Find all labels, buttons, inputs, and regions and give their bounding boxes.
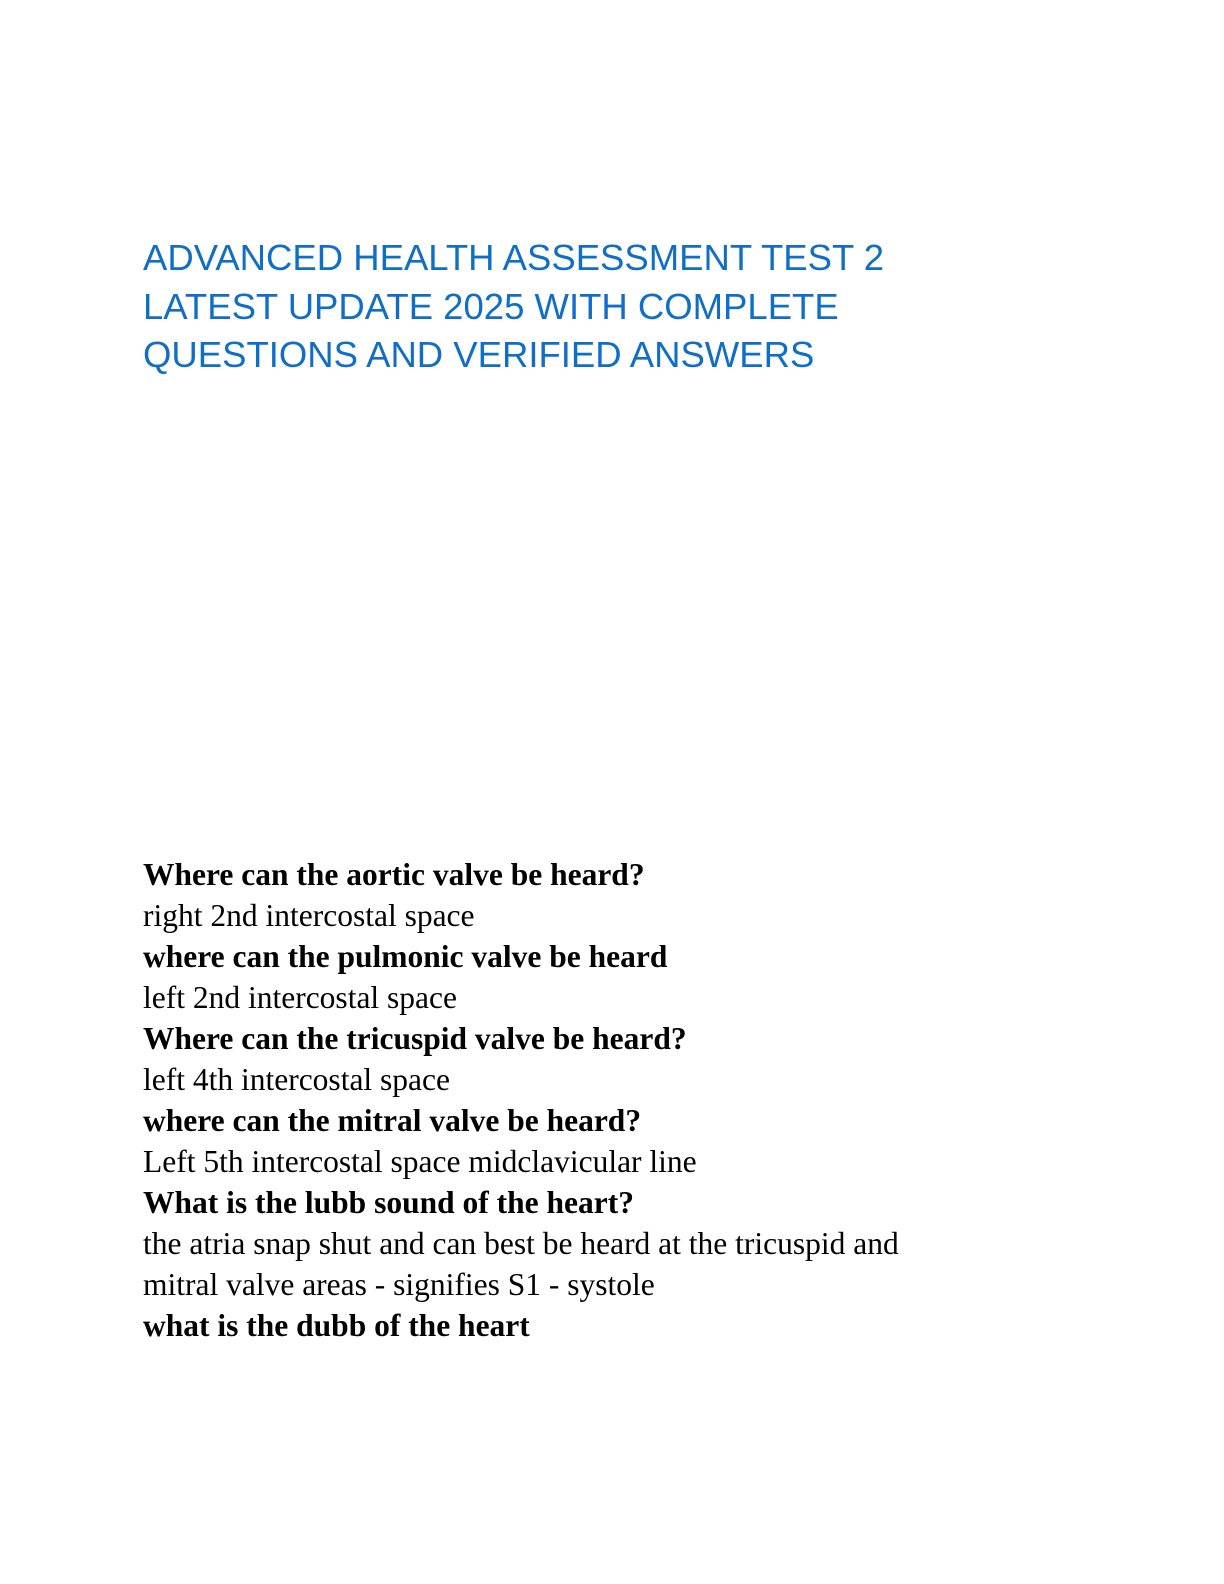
question-dubb-sound: what is the dubb of the heart — [143, 1308, 530, 1343]
title-line-2: LATEST UPDATE 2025 WITH COMPLETE — [143, 285, 839, 327]
answer-aortic-valve: right 2nd intercostal space — [143, 898, 475, 933]
question-pulmonic-valve: where can the pulmonic valve be heard — [143, 939, 668, 974]
question-mitral-valve: where can the mitral valve be heard? — [143, 1103, 642, 1138]
document-title — [143, 234, 1103, 380]
answer-tricuspid-valve: left 4th intercostal space — [143, 1062, 451, 1097]
question-aortic-valve: Where can the aortic valve be heard? — [143, 857, 645, 892]
question-lubb-sound: What is the lubb sound of the heart? — [143, 1185, 634, 1220]
answer-lubb-sound-line-2: mitral valve areas - signifies S1 - systole — [143, 1267, 655, 1302]
question-tricuspid-valve: Where can the tricuspid valve be heard? — [143, 1021, 687, 1056]
answer-pulmonic-valve: left 2nd intercostal space — [143, 980, 458, 1015]
answer-mitral-valve: Left 5th intercostal space midclavicular line — [143, 1144, 697, 1179]
qa-list — [143, 854, 1103, 1346]
title-line-1: ADVANCED HEALTH ASSESSMENT TEST 2 — [143, 237, 885, 278]
answer-lubb-sound-line-1: the atria snap shut and can best be heard at the tricuspid and — [143, 1226, 899, 1261]
title-line-3: QUESTIONS AND VERIFIED ANSWERS — [143, 334, 815, 375]
